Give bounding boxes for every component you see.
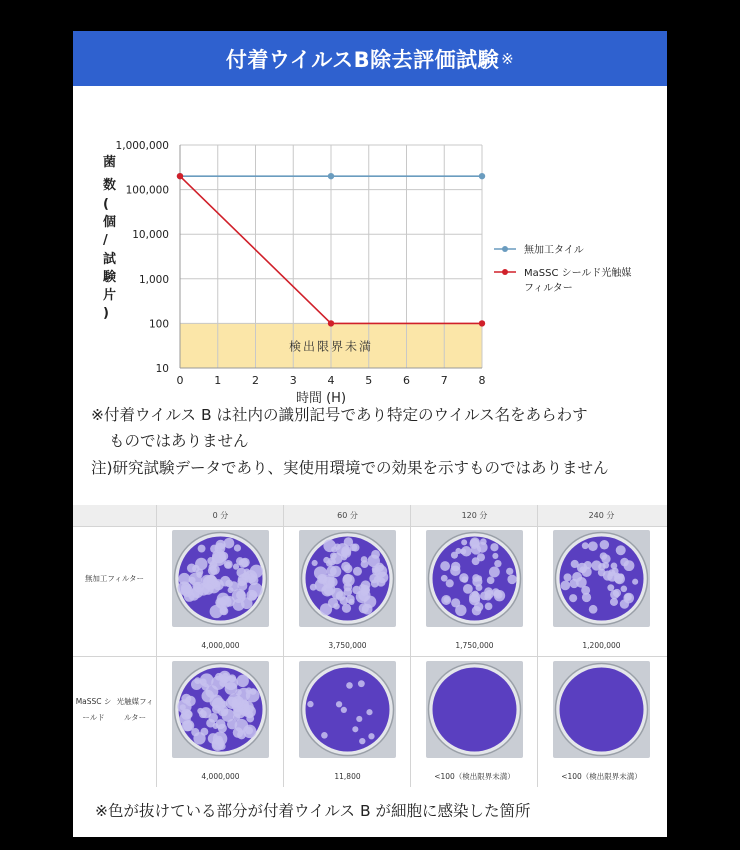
plaque bbox=[196, 572, 202, 578]
y-tick-label: 1,000,000 bbox=[115, 140, 169, 152]
petri-dish-image bbox=[299, 530, 396, 627]
plaque bbox=[623, 593, 634, 604]
plaque-count: 1,750,000 bbox=[455, 641, 494, 650]
y-tick-label: 10,000 bbox=[132, 229, 169, 242]
petri-dish bbox=[553, 661, 650, 758]
plaque bbox=[221, 701, 227, 707]
plaque bbox=[233, 564, 239, 570]
table-row bbox=[73, 657, 667, 787]
plaque bbox=[333, 603, 339, 609]
plaque bbox=[624, 560, 635, 571]
plaque bbox=[461, 576, 468, 583]
plaque bbox=[582, 593, 591, 602]
plate-cell bbox=[538, 657, 665, 787]
data-point-1 bbox=[479, 320, 485, 326]
y-tick-label: 100,000 bbox=[125, 184, 169, 197]
plaque bbox=[310, 584, 317, 591]
plaque bbox=[200, 707, 211, 718]
plaque bbox=[202, 690, 215, 703]
note-line-3: 注)研究試験データであり、実使用環境での効果を示すものではありません bbox=[91, 459, 609, 477]
plaque bbox=[181, 694, 191, 704]
plaque bbox=[600, 552, 607, 559]
plaque bbox=[485, 603, 493, 611]
x-axis-label: 時間 (H) bbox=[295, 391, 347, 406]
plaque bbox=[632, 579, 638, 585]
x-tick-label: 1 bbox=[214, 374, 222, 387]
plaque-count: 11,800 bbox=[334, 772, 361, 781]
plaque bbox=[616, 545, 626, 555]
plaque bbox=[334, 544, 341, 551]
data-point-0 bbox=[328, 173, 334, 179]
cell-layer bbox=[433, 668, 517, 752]
plaque bbox=[450, 565, 460, 575]
plaque bbox=[472, 574, 480, 582]
x-tick-label: 6 bbox=[403, 374, 410, 387]
plaque bbox=[361, 560, 369, 568]
plaque bbox=[487, 577, 495, 585]
plaque bbox=[472, 557, 480, 565]
plate-cell bbox=[411, 657, 538, 787]
plaque bbox=[359, 738, 365, 744]
plaque bbox=[582, 542, 589, 549]
plaque bbox=[224, 560, 233, 569]
plaque-assay-table bbox=[73, 505, 667, 787]
plaque bbox=[507, 575, 516, 584]
plaque bbox=[331, 553, 343, 565]
y-tick-label: 1,000 bbox=[138, 273, 169, 286]
x-tick-label: 5 bbox=[365, 374, 373, 387]
plate-cell bbox=[157, 526, 284, 656]
plate-cell bbox=[157, 657, 284, 787]
plaque bbox=[374, 565, 387, 578]
plaque bbox=[342, 604, 351, 613]
plaque bbox=[210, 561, 218, 569]
x-tick-label: 0 bbox=[176, 374, 184, 387]
plaque bbox=[320, 603, 332, 615]
content-card bbox=[73, 31, 667, 837]
plaque bbox=[237, 581, 247, 591]
row-label-text: 光触媒フィルター bbox=[116, 696, 154, 722]
data-point-1 bbox=[328, 320, 334, 326]
plaque bbox=[368, 733, 374, 739]
plaque bbox=[243, 703, 249, 709]
legend-label-1: MaSSC シールド光触媒フィルター bbox=[524, 268, 632, 294]
plaque bbox=[584, 561, 592, 569]
petri-dish-image bbox=[553, 661, 650, 758]
petri-dish-image bbox=[299, 661, 396, 758]
legend-marker-1 bbox=[502, 269, 508, 275]
plaque bbox=[440, 561, 450, 571]
plaque bbox=[451, 552, 458, 559]
plaque bbox=[588, 541, 598, 551]
plaque bbox=[441, 575, 448, 582]
plaque bbox=[229, 581, 239, 591]
plaque bbox=[494, 560, 501, 567]
plaque bbox=[212, 739, 224, 751]
x-tick-label: 8 bbox=[478, 374, 486, 387]
x-tick-label: 3 bbox=[289, 374, 297, 387]
plaque bbox=[241, 597, 253, 609]
plaque bbox=[227, 719, 237, 729]
title-text: 付着ウイルスB除去評価試験 bbox=[225, 47, 500, 72]
column-header: 0 分 bbox=[212, 511, 229, 520]
petri-dish bbox=[299, 661, 396, 758]
plate-cell bbox=[411, 526, 538, 656]
plaque bbox=[490, 543, 498, 551]
plaque bbox=[600, 540, 609, 549]
plaque bbox=[356, 716, 362, 722]
plaque bbox=[350, 544, 358, 552]
plaque bbox=[344, 588, 352, 596]
plaque bbox=[343, 564, 352, 573]
plaque bbox=[307, 701, 313, 707]
plaque bbox=[441, 595, 451, 605]
plaque bbox=[463, 584, 473, 594]
column-header: 240 分 bbox=[588, 511, 615, 520]
plate-cell bbox=[284, 657, 411, 787]
cell-layer bbox=[560, 537, 644, 621]
plaque bbox=[191, 728, 199, 736]
plaque bbox=[598, 563, 606, 571]
petri-dish bbox=[426, 661, 523, 758]
plaque bbox=[359, 603, 369, 613]
note-line-2: ものではありません bbox=[109, 432, 249, 450]
plaque bbox=[470, 537, 480, 547]
petri-dish bbox=[426, 530, 523, 627]
petri-dish-image bbox=[553, 530, 650, 627]
y-tick-label: 10 bbox=[155, 363, 169, 375]
petri-dish bbox=[172, 661, 269, 758]
plaque bbox=[180, 704, 186, 710]
plate-cell bbox=[538, 526, 665, 656]
plaque bbox=[489, 567, 500, 578]
virus-count-chart bbox=[73, 86, 667, 406]
cell-layer bbox=[306, 668, 390, 752]
plaque-count: 4,000,000 bbox=[201, 772, 240, 781]
legend-label-0: 無加工タイル bbox=[524, 245, 584, 256]
plaque bbox=[346, 682, 353, 689]
plaque bbox=[222, 673, 229, 680]
plaque-count: <100（検出限界未満） bbox=[561, 772, 642, 781]
plaque bbox=[506, 568, 513, 575]
column-header: 60 分 bbox=[337, 511, 358, 520]
petri-dish-image bbox=[426, 661, 523, 758]
petri-dish-image bbox=[426, 530, 523, 627]
plaque bbox=[361, 589, 368, 596]
plaque bbox=[215, 673, 223, 681]
plaque bbox=[343, 574, 352, 583]
plaque bbox=[317, 574, 327, 584]
plaque bbox=[184, 591, 195, 602]
plaque bbox=[589, 605, 598, 614]
row-label-text: MaSSC シールド bbox=[75, 696, 112, 722]
plaque bbox=[214, 581, 221, 588]
plaque bbox=[198, 545, 206, 553]
petri-dish bbox=[553, 530, 650, 627]
plaque bbox=[202, 583, 214, 595]
y-tick-label: 100 bbox=[148, 318, 169, 331]
plaque bbox=[610, 590, 619, 599]
petri-dish bbox=[299, 530, 396, 627]
petri-dish-image bbox=[172, 530, 269, 627]
y-axis-label: 菌数(個/試験片) bbox=[103, 155, 117, 321]
plaque bbox=[215, 540, 225, 550]
column-header: 120 分 bbox=[461, 511, 488, 520]
plaque bbox=[451, 598, 460, 607]
plaque bbox=[346, 595, 355, 604]
plaque bbox=[200, 679, 207, 686]
plaque bbox=[376, 577, 385, 586]
plaque bbox=[341, 554, 347, 560]
plaque bbox=[187, 563, 196, 572]
cell-layer bbox=[560, 668, 644, 752]
plaque bbox=[240, 558, 249, 567]
legend-marker-0 bbox=[502, 246, 508, 252]
plaque bbox=[564, 573, 572, 581]
plaque bbox=[460, 548, 466, 554]
plaque bbox=[234, 544, 241, 551]
petri-dish-image bbox=[172, 661, 269, 758]
plaque-count: 3,750,000 bbox=[328, 641, 367, 650]
plaque bbox=[576, 577, 587, 588]
plaque bbox=[461, 539, 467, 545]
bottom-note: ※色が抜けている部分が付着ウイルス B が細胞に感染した箇所 bbox=[95, 802, 531, 820]
plaque bbox=[215, 597, 225, 607]
row-label bbox=[73, 526, 156, 631]
plaque bbox=[195, 558, 207, 570]
plaque bbox=[321, 585, 333, 597]
petri-dish bbox=[172, 530, 269, 627]
plaque bbox=[367, 555, 380, 568]
plaque bbox=[353, 567, 362, 576]
plaque bbox=[326, 566, 336, 576]
plaque bbox=[472, 591, 479, 598]
plaque bbox=[321, 732, 328, 739]
plaque bbox=[228, 693, 242, 707]
plaque bbox=[603, 571, 613, 581]
plaque bbox=[492, 553, 498, 559]
plaque bbox=[245, 687, 252, 694]
plaque-count: 4,000,000 bbox=[201, 641, 240, 650]
plaque bbox=[220, 607, 229, 616]
plaque bbox=[213, 723, 219, 729]
plaque bbox=[569, 594, 577, 602]
plaque bbox=[336, 701, 342, 707]
plaque bbox=[480, 591, 489, 600]
plaque bbox=[560, 581, 570, 591]
x-tick-label: 2 bbox=[252, 374, 259, 387]
plate-cell bbox=[284, 526, 411, 656]
plaque bbox=[607, 584, 614, 591]
data-point-1 bbox=[177, 173, 183, 179]
data-point-0 bbox=[479, 173, 485, 179]
x-tick-label: 4 bbox=[327, 374, 335, 387]
plaque bbox=[182, 720, 193, 731]
row-label-text: 無加工フィルター bbox=[84, 573, 145, 583]
plaque bbox=[476, 584, 483, 591]
note-line-1: ※付着ウイルス B は社内の識別記号であり特定のウイルス名をあらわす bbox=[91, 406, 588, 424]
plaque bbox=[312, 560, 318, 566]
plaque bbox=[366, 709, 372, 715]
plaque bbox=[610, 598, 618, 606]
plaque bbox=[237, 675, 249, 687]
table-row bbox=[73, 526, 667, 656]
plaque-count: 1,200,000 bbox=[582, 641, 621, 650]
plaque bbox=[352, 586, 360, 594]
title-footnote-mark: ※ bbox=[501, 49, 515, 68]
plaque-count: <100（検出限界未満） bbox=[434, 772, 515, 781]
detection-limit-label: 検出限界未満 bbox=[288, 339, 374, 354]
plaque bbox=[494, 590, 505, 601]
plaque bbox=[614, 573, 621, 580]
plaque bbox=[621, 585, 628, 592]
plaque bbox=[358, 680, 365, 687]
plaque bbox=[446, 579, 454, 587]
plaque bbox=[352, 726, 358, 732]
page-title bbox=[73, 31, 667, 86]
plaque bbox=[341, 707, 347, 713]
plaque bbox=[244, 568, 250, 574]
table-header bbox=[73, 505, 667, 526]
x-tick-label: 7 bbox=[440, 374, 448, 387]
row-label bbox=[73, 657, 156, 762]
